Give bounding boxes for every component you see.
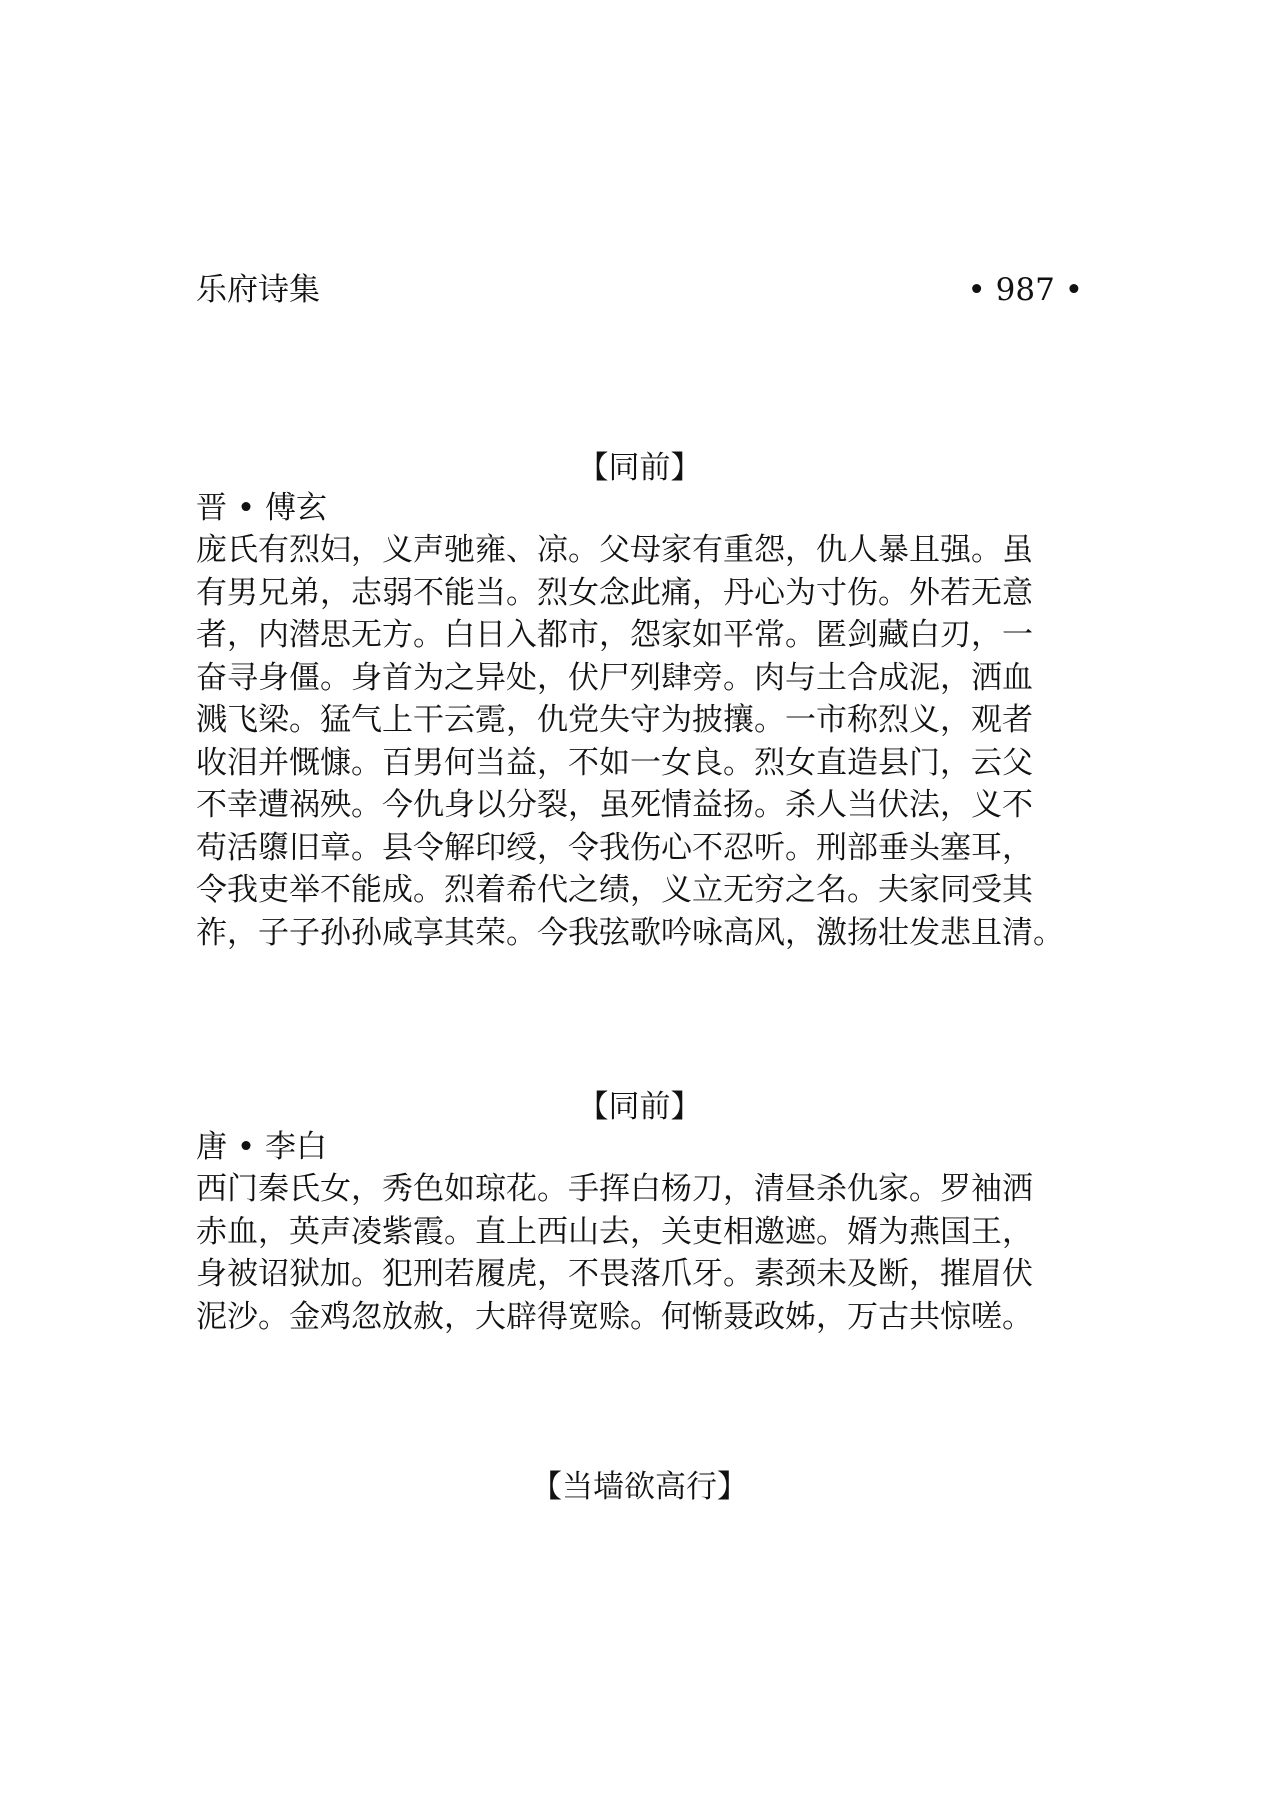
poem-line: 者，内潜思无方。白日入都市，怨家如平常。匿剑藏白刃，一 [196,617,1033,653]
poem-title-3: 【当墙欲高行】 [531,1469,748,1505]
poem-author-2: 唐 • 李白 [196,1129,327,1165]
poem-title-1: 【同前】 [577,450,702,486]
poem-line: 奋寻身僵。身首为之异处，伏尸列肆旁。肉与土合成泥，洒血 [196,659,1033,696]
poem-line: 庞氏有烈妇，义声驰雍、凉。父母家有重怨，仇人暴且强。虽 [196,532,1033,568]
poem-line: 苟活隳旧章。县令解印绶，令我伤心不忍听。刑部垂头塞耳， [196,829,1033,866]
poem-line: 祚，子子孙孙咸享其荣。今我弦歌吟咏高风，激扬壮发悲且清。 [196,914,1064,951]
running-header [196,270,1083,310]
poem-body-2 [196,1168,1116,1338]
poem-line: 赤血，英声凌紫霞。直上西山去，关吏相邀遮。婿为燕国王， [196,1213,1033,1250]
poem-title-2: 【同前】 [577,1089,702,1125]
book-title: 乐府诗集 [196,272,320,308]
poem-line: 西门秦氏女，秀色如琼花。手挥白杨刀，清昼杀仇家。罗袖洒 [196,1171,1033,1207]
poem-line: 溅飞梁。猛气上干云霓，仇党失守为披攘。一市称烈义，观者 [196,702,1033,738]
poem-body-1 [196,529,1116,954]
poem-line: 身被诏狱加。犯刑若履虎，不畏落爪牙。素颈未及断，摧眉伏 [196,1256,1033,1292]
poem-line: 收泪并慨慷。百男何当益，不如一女良。烈女直造县门，云父 [196,744,1033,781]
poem-line: 有男兄弟，志弱不能当。烈女念此痛，丹心为寸伤。外若无意 [196,574,1033,611]
poem-author-1: 晋 • 傅玄 [196,490,327,526]
poem-line: 泥沙。金鸡忽放赦，大辟得宽赊。何惭聂政姊，万古共惊嗟。 [196,1298,1033,1335]
page-number: • 987 • [967,272,1083,308]
poem-line: 令我吏举不能成。烈着希代之绩，义立无穷之名。夫家同受其 [196,872,1033,908]
poem-line: 不幸遭祸殃。今仇身以分裂，虽死情益扬。杀人当伏法，义不 [196,787,1033,823]
